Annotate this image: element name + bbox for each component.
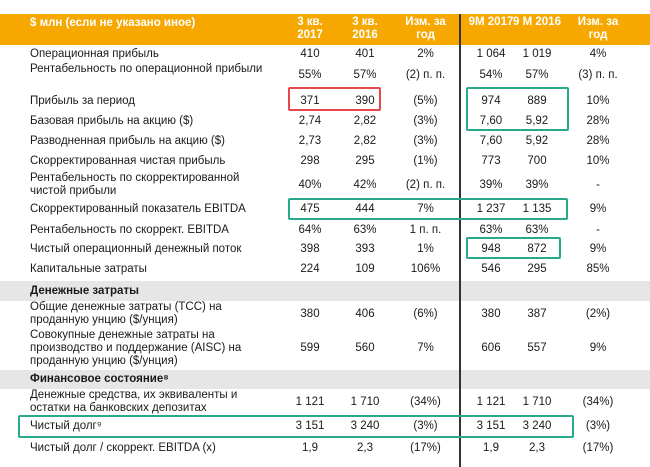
row-value: 2% — [417, 48, 434, 60]
row-value: 557 — [527, 342, 547, 354]
row-value: 371 — [300, 95, 320, 107]
row-value: 42% — [353, 179, 377, 191]
row-value: 393 — [355, 243, 375, 255]
row-value: 109 — [355, 263, 375, 275]
section-title: Финансовое состояние⁸ — [30, 373, 169, 385]
table-row — [0, 239, 650, 259]
row-value: - — [596, 179, 600, 191]
row-label: Денежные средства, их эквиваленты и остатки на банковских депозитах — [30, 389, 238, 414]
row-label: Чистый долг / скоррект. EBITDA (x) — [30, 442, 216, 454]
row-value: 1 п. п. — [409, 224, 442, 236]
table-row — [0, 91, 650, 111]
row-label: Совокупные денежные затраты на производство и поддержание (AISC) на проданную унцию ($/унция) — [30, 329, 242, 367]
row-label: Базовая прибыль на акцию ($) — [30, 115, 194, 127]
row-value: 380 — [300, 308, 320, 320]
row-value: 1 135 — [522, 203, 552, 215]
row-label: Капитальные затраты — [30, 263, 147, 275]
col-9m-2017: 9М 2017 — [468, 16, 514, 28]
row-value: 9% — [589, 203, 607, 215]
row-value: (2) п. п. — [405, 179, 446, 191]
row-value: 872 — [527, 243, 547, 255]
row-value: 546 — [481, 263, 501, 275]
row-label: Скорректированная чистая прибыль — [30, 155, 226, 167]
row-label: Разводненная прибыль на акцию ($) — [30, 135, 225, 147]
row-label: Общие денежные затраты (TCC) на проданную унцию ($/унция) — [30, 301, 222, 326]
row-value: 444 — [355, 203, 375, 215]
row-value: 224 — [300, 263, 320, 275]
row-value: 1 064 — [476, 48, 506, 60]
section-title: Денежные затраты — [30, 285, 139, 297]
row-value: (3%) — [413, 420, 438, 432]
row-value: 1,9 — [302, 442, 318, 454]
row-label: Рентабельность по скоррект. EBITDA — [30, 224, 229, 236]
row-value: 39% — [525, 179, 549, 191]
row-value: 2,3 — [357, 442, 373, 454]
row-value: 9% — [589, 243, 607, 255]
row-value: (2%) — [585, 308, 611, 320]
table-row — [0, 259, 650, 280]
row-value: 1 237 — [476, 203, 506, 215]
col-q3-2016: 3 кв. 2016 — [352, 16, 378, 41]
row-value: (1%) — [413, 155, 438, 167]
row-value: 2,82 — [353, 135, 377, 147]
row-value: 773 — [481, 155, 501, 167]
row-value: 1 710 — [522, 396, 552, 408]
row-value: 7,60 — [479, 135, 503, 147]
row-value: 1 121 — [295, 396, 325, 408]
row-value: 40% — [298, 179, 322, 191]
row-value: (3%) — [585, 420, 611, 432]
table-row — [0, 415, 650, 438]
row-value: - — [596, 224, 600, 236]
table-row — [0, 199, 650, 220]
table-row — [0, 131, 650, 151]
row-value: 1% — [417, 243, 434, 255]
row-value: 28% — [586, 135, 610, 147]
section-header — [0, 370, 650, 389]
row-value: (17%) — [582, 442, 614, 454]
row-value: 85% — [586, 263, 610, 275]
col-yoy-q: Изм. за год — [405, 16, 446, 41]
row-value: 5,92 — [525, 135, 549, 147]
row-value: 3 240 — [522, 420, 552, 432]
row-value: 7% — [417, 203, 434, 215]
row-value: 295 — [355, 155, 375, 167]
table-row — [0, 301, 650, 327]
row-value: 606 — [481, 342, 501, 354]
row-value: 9% — [589, 342, 607, 354]
row-value: 295 — [527, 263, 547, 275]
row-value: 2,74 — [298, 115, 322, 127]
row-value: 63% — [525, 224, 549, 236]
row-label: Операционная прибыль — [30, 48, 159, 60]
row-value: 298 — [300, 155, 320, 167]
row-value: 39% — [479, 179, 503, 191]
row-value: 387 — [527, 308, 547, 320]
row-value: 1 121 — [476, 396, 506, 408]
row-value: 410 — [300, 48, 320, 60]
row-value: 7% — [417, 342, 434, 354]
column-divider — [459, 14, 461, 467]
row-value: 560 — [355, 342, 375, 354]
table-row — [0, 151, 650, 171]
row-value: 54% — [479, 69, 503, 81]
row-label: Прибыль за период — [30, 95, 135, 107]
row-value: 3 151 — [476, 420, 506, 432]
row-value: (34%) — [410, 396, 441, 408]
row-value: (5%) — [413, 95, 438, 107]
table-row — [0, 111, 650, 131]
row-value: 889 — [527, 95, 547, 107]
table-row — [0, 220, 650, 240]
row-value: (34%) — [582, 396, 614, 408]
row-value: 7,60 — [479, 115, 503, 127]
table-row — [0, 46, 650, 63]
row-value: 406 — [355, 308, 375, 320]
col-9m-2016: 9 М 2016 — [513, 16, 561, 28]
table-header — [0, 14, 650, 45]
table-row — [0, 389, 650, 415]
row-value: (17%) — [410, 442, 441, 454]
header-title: $ млн (если не указано иное) — [30, 17, 196, 29]
row-value: 475 — [300, 203, 320, 215]
row-value: 57% — [525, 69, 549, 81]
table-row — [0, 62, 650, 89]
section-header — [0, 281, 650, 301]
table-row — [0, 438, 650, 458]
row-value: 1 710 — [350, 396, 380, 408]
row-value: 2,73 — [298, 135, 322, 147]
row-value: 1 019 — [522, 48, 552, 60]
col-q3-2017: 3 кв. 2017 — [297, 16, 323, 41]
row-label: Скорректированный показатель EBITDA — [30, 203, 246, 215]
col-yoy-9m: Изм. за год — [577, 16, 619, 41]
row-label: Рентабельность по операционной прибыли — [30, 63, 263, 75]
row-value: (6%) — [413, 308, 438, 320]
row-value: 63% — [353, 224, 377, 236]
row-value: 5,92 — [525, 115, 549, 127]
row-value: 2,3 — [529, 442, 545, 454]
row-label: Чистый долг⁹ — [30, 420, 102, 432]
row-value: (2) п. п. — [405, 69, 446, 81]
row-value: 10% — [586, 95, 610, 107]
table-row — [0, 327, 650, 370]
row-value: 390 — [355, 95, 375, 107]
row-value: 64% — [298, 224, 322, 236]
row-value: (3) п. п. — [578, 69, 618, 81]
row-value: 974 — [481, 95, 501, 107]
row-value: 1,9 — [483, 442, 499, 454]
row-value: 55% — [298, 69, 322, 81]
row-value: 948 — [481, 243, 501, 255]
row-value: 57% — [353, 69, 377, 81]
row-value: 3 151 — [295, 420, 325, 432]
table-row — [0, 171, 650, 199]
row-value: 106% — [410, 263, 441, 275]
row-value: 3 240 — [350, 420, 380, 432]
row-label: Рентабельность по скорректированной чистой прибыли — [30, 172, 240, 197]
row-value: 4% — [589, 48, 607, 60]
row-value: 380 — [481, 308, 501, 320]
row-value: (3%) — [413, 135, 438, 147]
row-value: 2,82 — [353, 115, 377, 127]
row-value: 401 — [355, 48, 375, 60]
row-value: 10% — [586, 155, 610, 167]
row-value: 599 — [300, 342, 320, 354]
row-value: 398 — [300, 243, 320, 255]
row-label: Чистый операционный денежный поток — [30, 243, 242, 255]
row-value: (3%) — [413, 115, 438, 127]
row-value: 28% — [586, 115, 610, 127]
row-value: 63% — [479, 224, 503, 236]
row-value: 700 — [527, 155, 547, 167]
